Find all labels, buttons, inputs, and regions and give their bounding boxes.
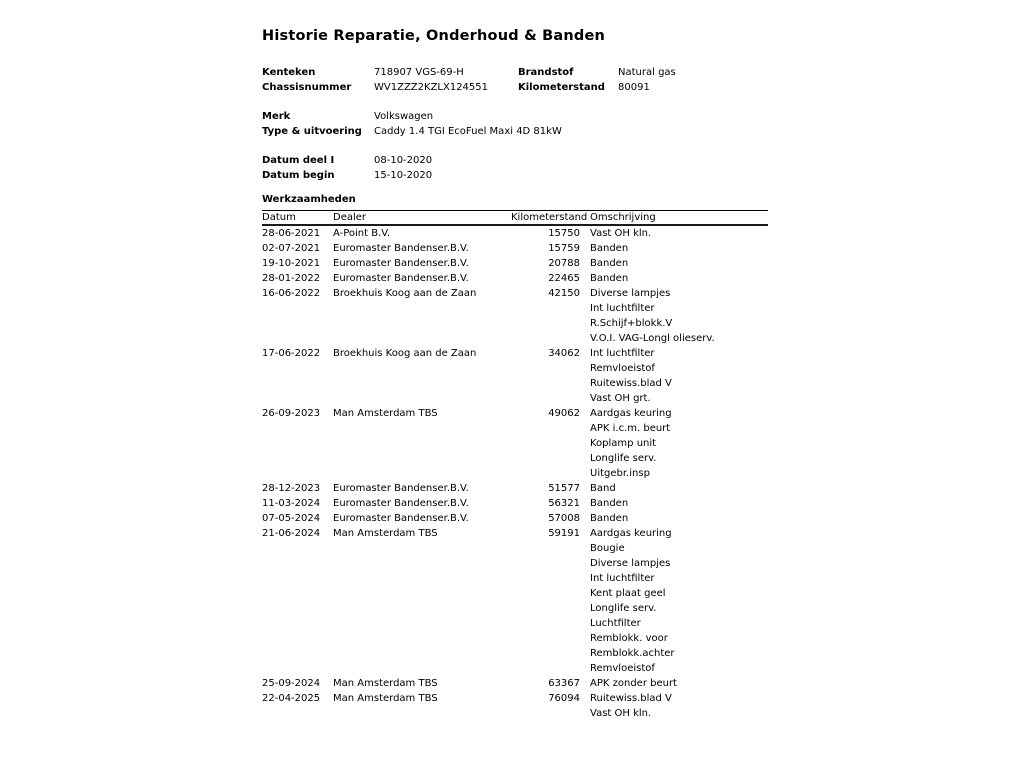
cell-kilometerstand: 20788 <box>548 258 580 269</box>
cell-dealer: Euromaster Bandenser.B.V. <box>333 513 469 524</box>
cell-omschrijving <box>580 241 768 256</box>
table-row <box>262 241 768 256</box>
merk-value: Volkswagen <box>374 111 434 122</box>
cell-dealer: Euromaster Bandenser.B.V. <box>333 243 469 254</box>
kenteken-label: Kenteken <box>262 67 316 78</box>
cell-omschrijving <box>580 676 768 691</box>
omschrijving-line: Aardgas keuring <box>590 408 672 419</box>
cell-dealer: Man Amsterdam TBS <box>333 678 438 689</box>
cell-omschrijving <box>580 226 768 241</box>
cell-kilometerstand: 34062 <box>548 348 580 359</box>
table-row <box>262 481 768 496</box>
kilometerstand-value: 80091 <box>618 82 650 93</box>
col-header-datum: Datum <box>262 212 296 223</box>
omschrijving-line: Banden <box>590 258 629 269</box>
cell-dealer: Man Amsterdam TBS <box>333 408 438 419</box>
cell-dealer: Man Amsterdam TBS <box>333 528 438 539</box>
history-report <box>262 28 768 721</box>
cell-kilometerstand: 57008 <box>548 513 580 524</box>
omschrijving-line: R.Schijf+blokk.V <box>590 318 673 329</box>
datum-begin-label: Datum begin <box>262 170 335 181</box>
datum-begin-value: 15-10-2020 <box>374 170 433 181</box>
cell-omschrijving <box>580 256 768 271</box>
cell-datum: 17-06-2022 <box>262 348 321 359</box>
omschrijving-line: Koplamp unit <box>590 438 657 449</box>
info-row-kenteken-brandstof <box>262 65 768 80</box>
cell-kilometerstand: 42150 <box>548 288 580 299</box>
info-row-chassis-kilometerstand <box>262 80 768 95</box>
cell-datum: 16-06-2022 <box>262 288 321 299</box>
table-row <box>262 406 768 481</box>
cell-kilometerstand: 22465 <box>548 273 580 284</box>
col-header-omschrijving: Omschrijving <box>590 212 656 223</box>
cell-omschrijving <box>580 496 768 511</box>
cell-kilometerstand: 15759 <box>548 243 580 254</box>
table-row <box>262 346 768 406</box>
report-title: Historie Reparatie, Onderhoud & Banden <box>262 28 606 44</box>
werkzaamheden-rows <box>262 226 768 721</box>
cell-omschrijving <box>580 406 768 481</box>
cell-omschrijving <box>580 526 768 676</box>
omschrijving-line: Aardgas keuring <box>590 528 672 539</box>
cell-dealer: Broekhuis Koog aan de Zaan <box>333 348 477 359</box>
cell-kilometerstand: 59191 <box>548 528 580 539</box>
spacer <box>262 139 768 153</box>
chassisnummer-value: WV1ZZZ2KZLX124551 <box>374 82 489 93</box>
omschrijving-line: Vast OH grt. <box>590 393 651 404</box>
table-row <box>262 226 768 241</box>
cell-dealer: Euromaster Bandenser.B.V. <box>333 498 469 509</box>
omschrijving-line: Diverse lampjes <box>590 558 671 569</box>
cell-datum: 28-01-2022 <box>262 273 321 284</box>
omschrijving-line: Remblokk.achter <box>590 648 675 659</box>
kenteken-value: 718907 VGS-69-H <box>374 67 464 78</box>
info-row-merk <box>262 109 768 124</box>
omschrijving-line: Int luchtfilter <box>590 573 655 584</box>
omschrijving-line: Diverse lampjes <box>590 288 671 299</box>
cell-datum: 28-12-2023 <box>262 483 321 494</box>
cell-datum: 26-09-2023 <box>262 408 321 419</box>
table-row <box>262 511 768 526</box>
omschrijving-line: Band <box>590 483 616 494</box>
omschrijving-line: Remvloeistof <box>590 663 655 674</box>
cell-dealer: A-Point B.V. <box>333 228 391 239</box>
omschrijving-line: APK zonder beurt <box>590 678 677 689</box>
type-uitvoering-label: Type & uitvoering <box>262 126 362 137</box>
werkzaamheden-table <box>262 210 768 721</box>
cell-dealer: Euromaster Bandenser.B.V. <box>333 273 469 284</box>
werkzaamheden-heading: Werkzaamheden <box>262 194 356 205</box>
cell-kilometerstand: 63367 <box>548 678 580 689</box>
cell-datum: 28-06-2021 <box>262 228 321 239</box>
cell-dealer: Man Amsterdam TBS <box>333 693 438 704</box>
cell-kilometerstand: 15750 <box>548 228 580 239</box>
kilometerstand-label: Kilometerstand <box>518 82 605 93</box>
omschrijving-line: Ruitewiss.blad V <box>590 378 672 389</box>
col-header-kilometerstand: Kilometerstand <box>511 212 588 223</box>
omschrijving-line: Uitgebr.insp <box>590 468 650 479</box>
omschrijving-line: Banden <box>590 498 629 509</box>
omschrijving-line: Bougie <box>590 543 625 554</box>
omschrijving-line: Luchtfilter <box>590 618 641 629</box>
table-row <box>262 286 768 346</box>
table-row <box>262 256 768 271</box>
omschrijving-line: Banden <box>590 243 629 254</box>
omschrijving-line: Ruitewiss.blad V <box>590 693 672 704</box>
info-row-type <box>262 124 768 139</box>
omschrijving-line: Int luchtfilter <box>590 348 655 359</box>
brandstof-label: Brandstof <box>518 67 574 78</box>
cell-omschrijving <box>580 481 768 496</box>
spacer <box>262 95 768 109</box>
cell-datum: 25-09-2024 <box>262 678 321 689</box>
table-row <box>262 496 768 511</box>
omschrijving-line: Banden <box>590 273 629 284</box>
omschrijving-line: APK i.c.m. beurt <box>590 423 671 434</box>
cell-dealer: Euromaster Bandenser.B.V. <box>333 258 469 269</box>
cell-datum: 11-03-2024 <box>262 498 321 509</box>
cell-dealer: Broekhuis Koog aan de Zaan <box>333 288 477 299</box>
cell-datum: 07-05-2024 <box>262 513 321 524</box>
omschrijving-line: Vast OH kln. <box>590 708 652 719</box>
omschrijving-line: Remblokk. voor <box>590 633 668 644</box>
cell-omschrijving <box>580 691 768 721</box>
omschrijving-line: Kent plaat geel <box>590 588 666 599</box>
omschrijving-line: Vast OH kln. <box>590 228 652 239</box>
table-header-row <box>262 210 768 226</box>
omschrijving-line: V.O.I. VAG-Longl olieserv. <box>590 333 715 344</box>
table-row <box>262 691 768 721</box>
cell-kilometerstand: 56321 <box>548 498 580 509</box>
datum-deel-label: Datum deel I <box>262 155 335 166</box>
table-row <box>262 526 768 676</box>
spacer <box>262 183 768 192</box>
type-uitvoering-value: Caddy 1.4 TGI EcoFuel Maxi 4D 81kW <box>374 126 562 137</box>
cell-omschrijving <box>580 271 768 286</box>
cell-datum: 22-04-2025 <box>262 693 321 704</box>
omschrijving-line: Remvloeistof <box>590 363 655 374</box>
cell-datum: 19-10-2021 <box>262 258 321 269</box>
omschrijving-line: Longlife serv. <box>590 453 657 464</box>
brandstof-value: Natural gas <box>618 67 676 78</box>
cell-kilometerstand: 76094 <box>548 693 580 704</box>
cell-datum: 02-07-2021 <box>262 243 321 254</box>
info-row-datum-begin <box>262 168 768 183</box>
chassisnummer-label: Chassisnummer <box>262 82 352 93</box>
table-row <box>262 271 768 286</box>
datum-deel-value: 08-10-2020 <box>374 155 433 166</box>
cell-omschrijving <box>580 511 768 526</box>
omschrijving-line: Banden <box>590 513 629 524</box>
col-header-dealer: Dealer <box>333 212 367 223</box>
cell-datum: 21-06-2024 <box>262 528 321 539</box>
omschrijving-line: Longlife serv. <box>590 603 657 614</box>
cell-kilometerstand: 51577 <box>548 483 580 494</box>
cell-omschrijving <box>580 346 768 406</box>
omschrijving-line: Int luchtfilter <box>590 303 655 314</box>
merk-label: Merk <box>262 111 291 122</box>
info-row-datum-deel <box>262 153 768 168</box>
cell-kilometerstand: 49062 <box>548 408 580 419</box>
cell-omschrijving <box>580 286 768 346</box>
cell-dealer: Euromaster Bandenser.B.V. <box>333 483 469 494</box>
table-row <box>262 676 768 691</box>
